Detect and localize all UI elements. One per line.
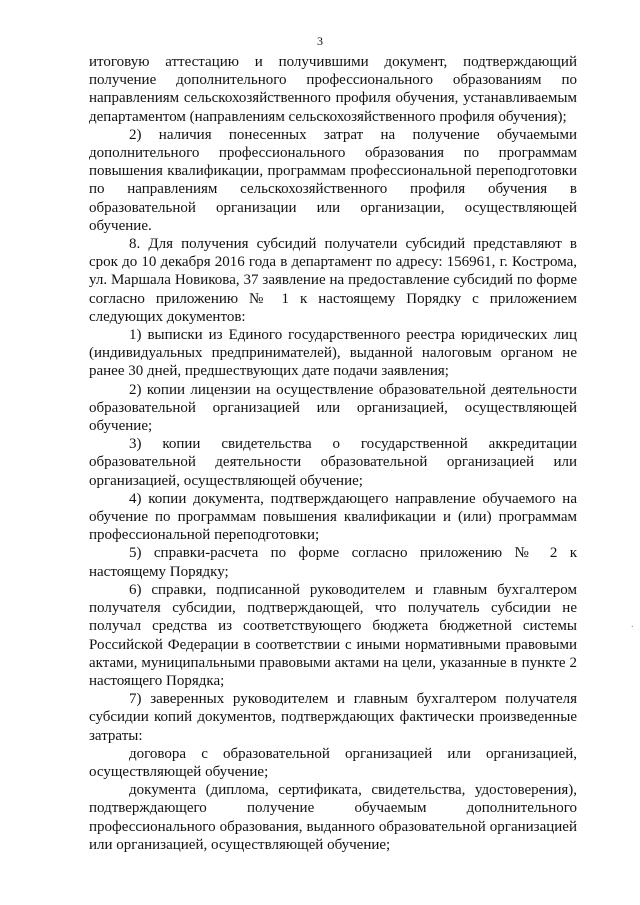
paragraph-clause-8: 8. Для получения субсидий получатели субсидий представляют в срок до 10 декабря 2016 года в департамент по адресу: 156961, г. Кострома, ул. Маршала Новикова, 37 заявление на предоставление субсидий по форме согласно приложению № 1 к настоящему Порядку с приложением следующих документов: bbox=[89, 236, 577, 325]
list-item-2-license: 2) копии лицензии на осуществление образовательной деятельности образовательной организацией или организацией, осуществляющей обучение; bbox=[89, 381, 577, 435]
page-number: 3 bbox=[317, 34, 323, 48]
paragraph-item-2-costs: 2) наличия понесенных затрат на получение обучаемыми дополнительного профессионального образования по программам повышения квалификации, программам профессиональной переподготовки по направлениям сельскохозяйственного профиля обучения в образовательной организации или организации, осуществляющей обучение. bbox=[89, 126, 577, 234]
scan-mark: · bbox=[630, 622, 634, 633]
sub-item-diploma: документа (диплома, сертификата, свидетельства, удостоверения), подтверждающего получение обучаемым дополнительного профессионального образования, выданного образовательной организацией или организацией, осуществляющей обучение; bbox=[89, 782, 577, 853]
list-item-7-copies: 7) заверенных руководителем и главным бухгалтером получателя субсидии копий документов, подтверждающих фактически произведенные затраты: bbox=[89, 691, 577, 744]
list-item-5-calculation: 5) справки-расчета по форме согласно приложению № 2 к настоящему Порядку; bbox=[89, 545, 577, 580]
list-item-1-extract: 1) выписки из Единого государственного реестра юридических лиц (индивидуальных предпринимателей), выданной налоговым органом не ранее 30 дней, предшествующих дате подачи заявления; bbox=[89, 327, 577, 380]
list-item-4-referral: 4) копии документа, подтверждающего направление обучаемого на обучение по программам повышения квалификации и (или) программам профессиональной переподготовки; bbox=[89, 490, 577, 544]
list-item-3-accreditation: 3) копии свидетельства о государственной аккредитации образовательной деятельности образовательной организацией или организацией, осуществляющей обучение; bbox=[89, 436, 577, 489]
document-body bbox=[89, 53, 577, 854]
list-item-6-certificate: 6) справки, подписанной руководителем и главным бухгалтером получателя субсидии, подтверждающей, что получатель субсидии не получал средства из соответствующего бюджета бюджетной системы Российской Федерации в соответствии с иными нормативными правовыми актами, муниципальными правовыми актами на цели, указанные в пункте 2 настоящего Порядка; bbox=[89, 581, 577, 689]
sub-item-contract: договора с образовательной организацией или организацией, осуществляющей обучение; bbox=[89, 745, 577, 780]
paragraph-continuation: итоговую аттестацию и получившими документ, подтверждающий получение дополнительного профессионального образованиям по направлениям сельскохозяйственного профиля обучения, устанавливаемым департаментом (направлениям сельскохозяйственного профиля обучения); bbox=[89, 54, 577, 125]
